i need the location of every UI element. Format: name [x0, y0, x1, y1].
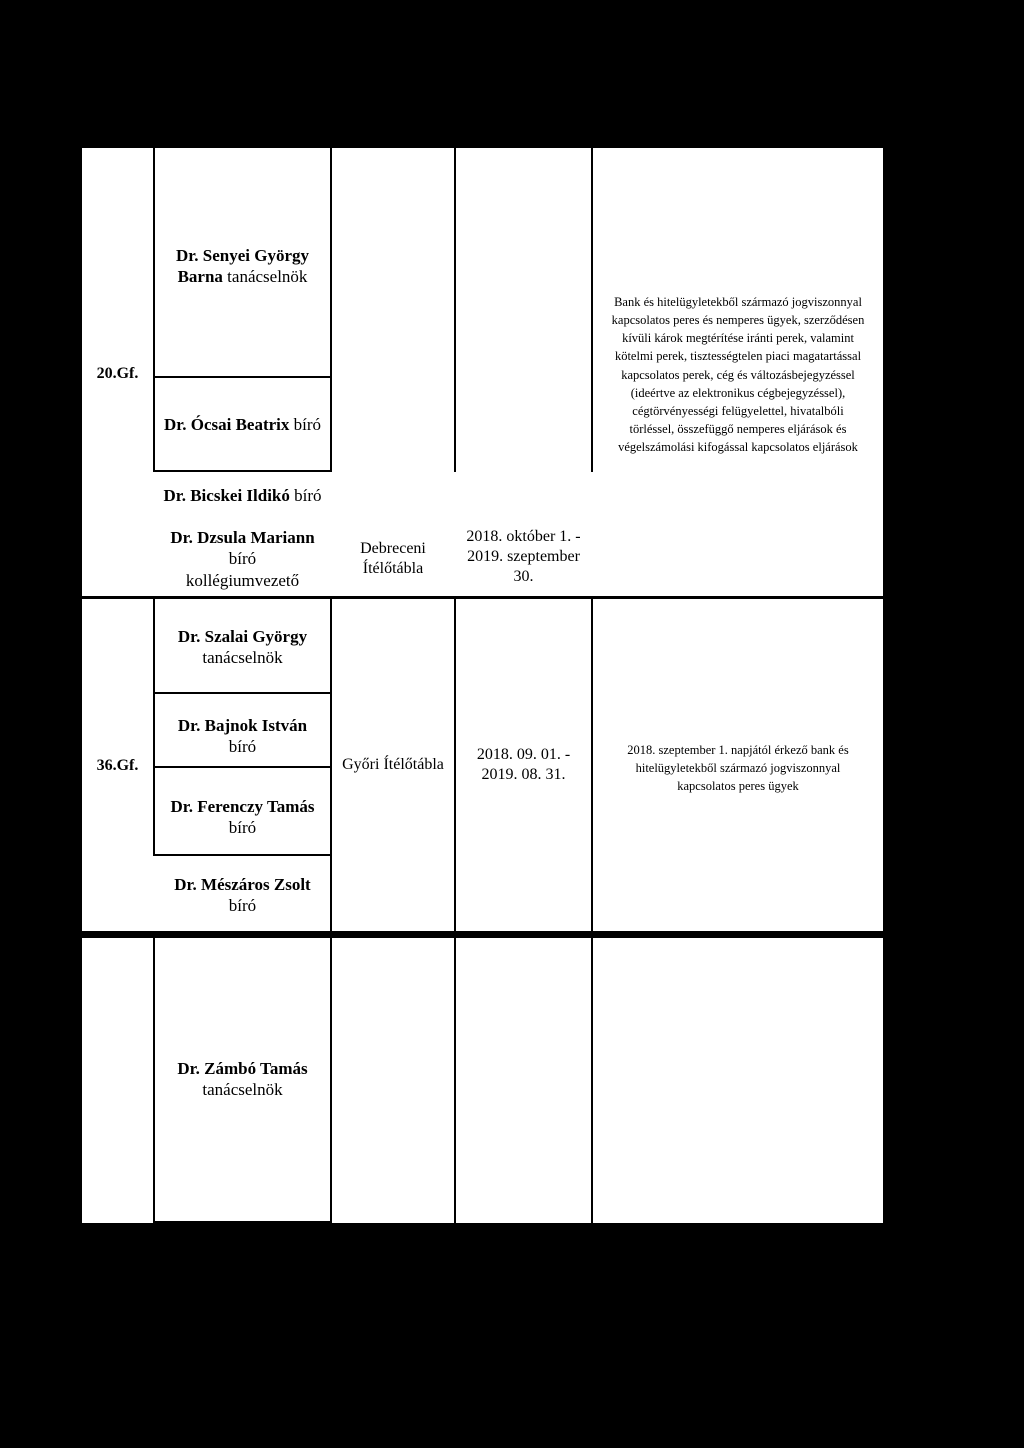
description — [593, 293, 883, 456]
description-line: kívüli károk megtérítése iránti perek, valamint — [622, 331, 854, 346]
period-line: 2019. 08. 31. — [481, 766, 566, 783]
period — [456, 527, 591, 587]
description-line: kapcsolatos peres és nemperes ügyek, szerződésen — [611, 313, 865, 328]
court-name: Győri Ítélőtábla — [342, 756, 444, 773]
judge-name-block — [155, 245, 330, 288]
judge-name-part: Barna — [177, 267, 223, 287]
grid-line — [330, 938, 332, 1223]
description-line: cégtörvényességi felügyelettel, hivatalbóli — [632, 403, 844, 418]
judge-role: bíró — [228, 818, 257, 838]
judge-name: Dr. Szalai György — [177, 627, 308, 646]
judge-name: Dr. Ferenczy Tamás — [170, 797, 315, 816]
judge-name: Dr. Zámbó Tamás — [177, 1059, 308, 1078]
court-name — [332, 539, 454, 579]
period — [456, 745, 591, 785]
judge-name: Dr. Bicskei Ildikó — [163, 486, 290, 505]
judge-role: tanácselnök — [202, 648, 283, 668]
description-line: kapcsolatos peres ügyek — [677, 779, 799, 794]
judge-name: Dr. Ócsai Beatrix — [163, 415, 290, 434]
judge-name: Dr. Bajnok István — [177, 716, 308, 735]
grid-line — [454, 938, 456, 1223]
description-line: kötelmi perek, tisztességtelen piaci magatartással — [614, 349, 862, 364]
court-cell-1 — [332, 148, 454, 596]
judge-role-line — [155, 266, 330, 287]
court-line: Debreceni — [360, 540, 426, 557]
description-line: 2018. szeptember 1. napjától érkező bank és — [627, 743, 849, 757]
judge-role: bíró — [228, 737, 257, 757]
period-line: 2018. október 1. - — [466, 528, 581, 545]
period-line: 30. — [513, 568, 534, 585]
judge-name-block — [155, 485, 330, 506]
case-code: 36.Gf. — [96, 757, 139, 774]
judge-name-block — [155, 715, 330, 758]
judge-name: Dr. Mészáros Zsolt — [174, 875, 311, 894]
judge-extra-role: kollégiumvezető — [185, 570, 300, 590]
judge-role: tanácselnök — [202, 1080, 283, 1100]
description-line: Bank és hitelügyletekből származó jogviszonnyal — [614, 295, 862, 309]
judge-role: bíró — [294, 486, 322, 505]
judge-name-block — [155, 626, 330, 669]
court-line: Ítélőtábla — [362, 560, 424, 577]
description — [593, 741, 883, 795]
grid-line — [591, 938, 593, 1223]
judge-name-block — [155, 874, 330, 917]
judge-role: bíró — [293, 415, 322, 434]
grid-line — [153, 1221, 331, 1223]
judge-role: tanácselnök — [227, 267, 308, 287]
description-line: végelszámolási kifogással kapcsolatos eljárások — [618, 440, 858, 454]
judge-role: bíró — [228, 896, 257, 916]
judge-name: Dr. Senyei György — [175, 246, 309, 265]
judge-name-block — [155, 414, 330, 435]
case-code: 20.Gf. — [96, 365, 139, 382]
description-line: (ideértve az elektronikus cégbejegyzéssel), — [630, 385, 846, 400]
description-line: hitelügyletekből származó jogviszonnyal — [635, 761, 841, 776]
period-line: 2019. szeptember — [467, 548, 580, 565]
judge-name: Dr. Dzsula Mariann — [170, 528, 315, 547]
period-line: 2018. 09. 01. - — [476, 746, 571, 763]
judge-name-block — [155, 1058, 330, 1101]
description-line: törléssel, összefüggő nemperes eljárások és — [629, 421, 847, 436]
description-line: kapcsolatos perek, cég és változásbejegyzéssel — [621, 367, 855, 382]
judge-role: bíró — [228, 549, 257, 569]
judge-name-block — [155, 527, 330, 591]
judge-name-block — [155, 796, 330, 839]
